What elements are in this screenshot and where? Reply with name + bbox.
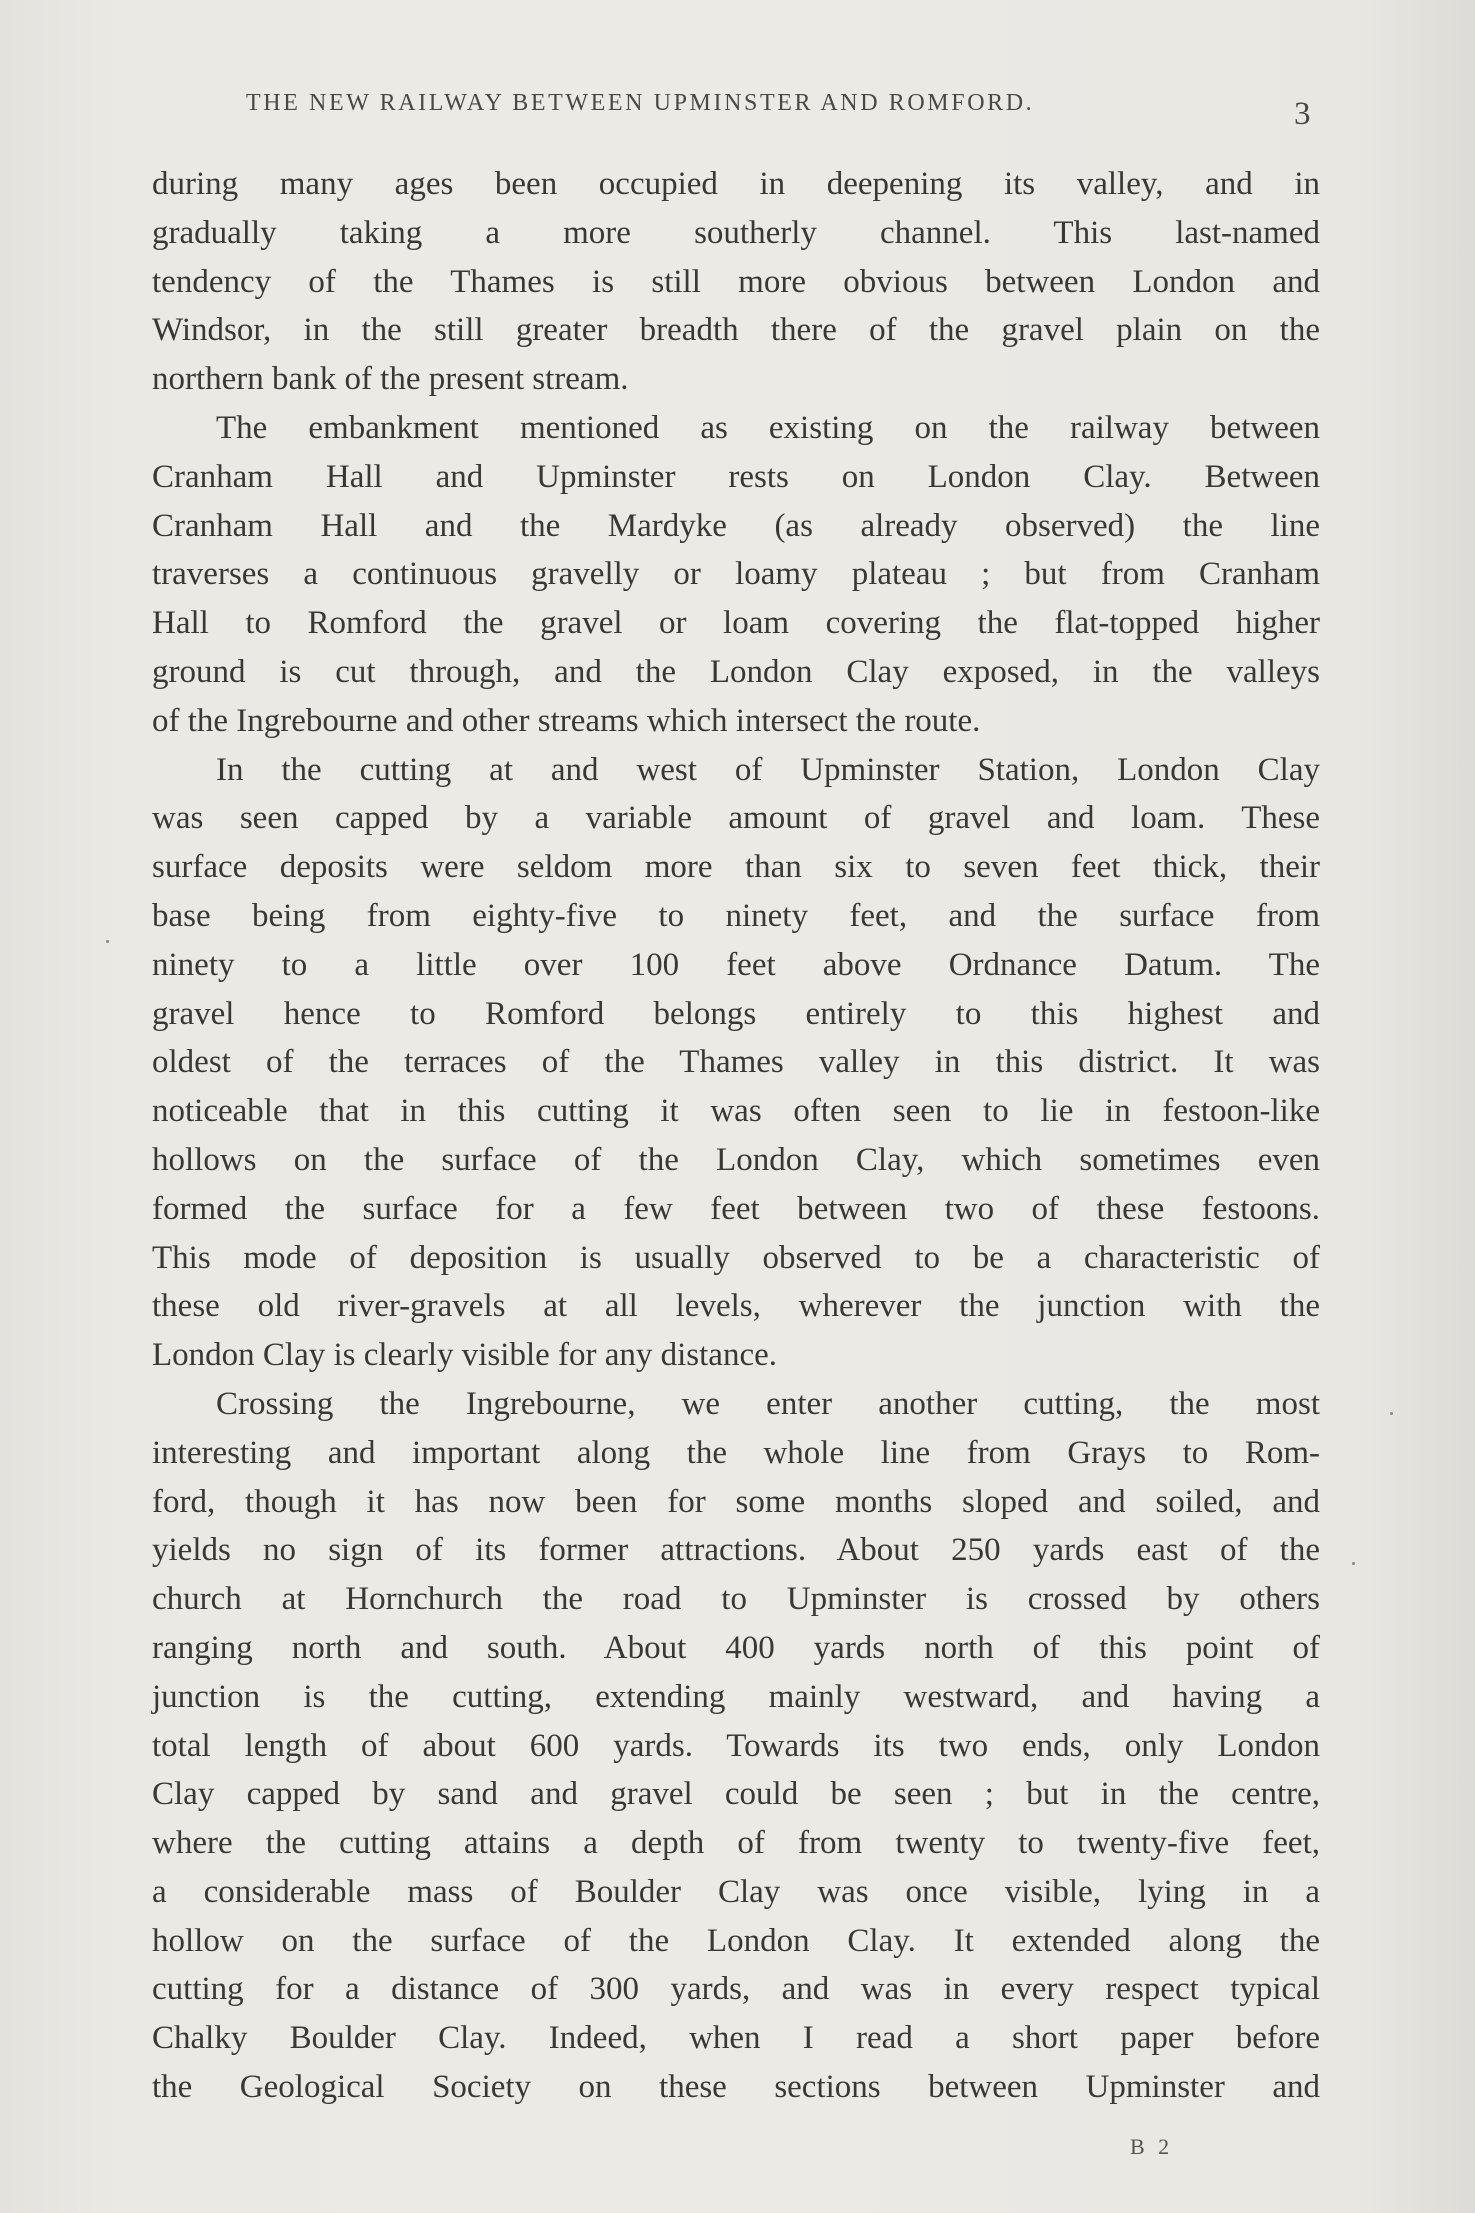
text-line: Cranham Hall and Upminster rests on London Clay. Between (152, 458, 1320, 495)
text-line: gradually taking a more southerly channel. This last-named (152, 214, 1320, 251)
text-line: a considerable mass of Boulder Clay was once visible, lying in a (152, 1873, 1320, 1910)
text-line: Hall to Romford the gravel or loam covering the flat-topped higher (152, 605, 1320, 642)
text-line: formed the surface for a few feet between two of these festoons. (152, 1190, 1320, 1227)
text-line: was seen capped by a variable amount of gravel and loam. These (152, 800, 1320, 837)
signature-mark: B 2 (1130, 2134, 1174, 2159)
body-text (152, 160, 1320, 2112)
text-line: during many ages been occupied in deepening its valley, and in (152, 166, 1320, 202)
text-line: hollows on the surface of the London Clay, which sometimes even (152, 1141, 1320, 1178)
text-line: interesting and important along the whole line from Grays to Rom- (152, 1434, 1320, 1471)
text-line: gravel hence to Romford belongs entirely to this highest and (152, 995, 1320, 1032)
text-line: of the Ingrebourne and other streams which intersect the route. (152, 702, 981, 739)
paragraph-first-line: Crossing the Ingrebourne, we enter another cutting, the most (216, 1385, 1320, 1422)
text-line: cutting for a distance of 300 yards, and was in every respect typical (152, 1971, 1320, 2008)
text-line: tendency of the Thames is still more obvious between London and (152, 263, 1320, 300)
text-line: church at Hornchurch the road to Upminster is crossed by others (152, 1581, 1320, 1618)
text-line: ninety to a little over 100 feet above Ordnance Datum. The (152, 946, 1320, 983)
text-line: base being from eighty-five to ninety feet, and the surface from (152, 897, 1320, 934)
text-line: This mode of deposition is usually observed to be a characteristic of (152, 1239, 1320, 1276)
text-line: where the cutting attains a depth of from twenty to twenty-five feet, (152, 1825, 1320, 1862)
text-line: traverses a continuous gravelly or loamy plateau ; but from Cranham (152, 556, 1320, 593)
paper-speck (1390, 1412, 1393, 1415)
text-line: northern bank of the present stream. (152, 361, 629, 398)
page-number: 3 (1294, 96, 1311, 132)
text-line: London Clay is clearly visible for any distance. (152, 1337, 778, 1374)
text-line: Windsor, in the still greater breadth there of the gravel plain on the (152, 312, 1320, 349)
text-line: ranging north and south. About 400 yards north of this point of (152, 1629, 1320, 1666)
text-line: these old river-gravels at all levels, wherever the junction with the (152, 1288, 1320, 1325)
text-line: total length of about 600 yards. Towards its two ends, only London (152, 1727, 1320, 1764)
text-line: Cranham Hall and the Mardyke (as already observed) the line (152, 507, 1320, 544)
running-head: THE NEW RAILWAY BETWEEN UPMINSTER AND ROMFORD. (246, 90, 1035, 116)
text-line: ground is cut through, and the London Clay exposed, in the valleys (152, 653, 1320, 690)
text-line: ford, though it has now been for some months sloped and soiled, and (152, 1483, 1320, 1520)
text-line: Clay capped by sand and gravel could be seen ; but in the centre, (152, 1776, 1320, 1813)
text-line: yields no sign of its former attractions. About 250 yards east of the (152, 1532, 1320, 1569)
text-line: surface deposits were seldom more than six to seven feet thick, their (152, 849, 1320, 886)
text-line: Chalky Boulder Clay. Indeed, when I read a short paper before (152, 2020, 1320, 2057)
paragraph-first-line: In the cutting at and west of Upminster Station, London Clay (216, 751, 1320, 788)
paragraph-first-line: The embankment mentioned as existing on the railway between (216, 409, 1320, 446)
text-line: junction is the cutting, extending mainly westward, and having a (152, 1678, 1320, 1715)
paper-speck (106, 940, 109, 943)
text-line: oldest of the terraces of the Thames valley in this district. It was (152, 1044, 1320, 1081)
paper-speck (1352, 1562, 1355, 1565)
text-line: noticeable that in this cutting it was often seen to lie in festoon-like (152, 1093, 1320, 1130)
text-line: hollow on the surface of the London Clay. It extended along the (152, 1922, 1320, 1959)
text-line: the Geological Society on these sections between Upminster and (152, 2069, 1320, 2106)
